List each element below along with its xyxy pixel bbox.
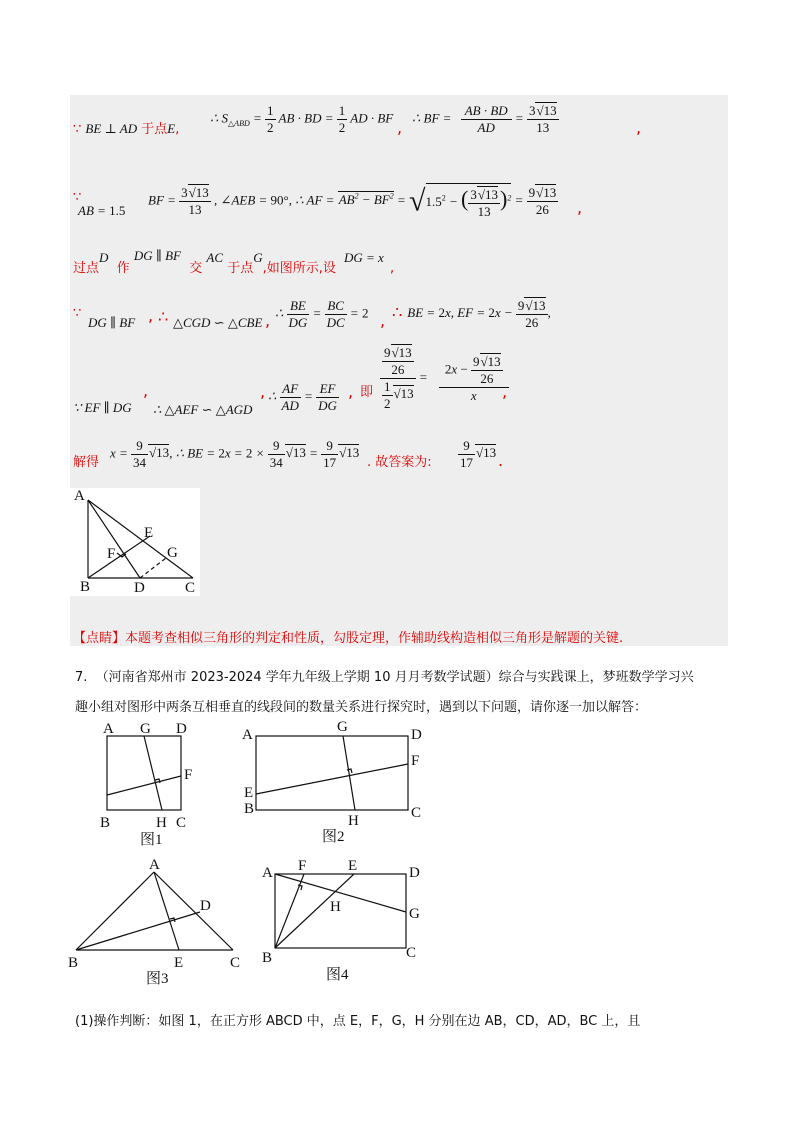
svg-text:D: D [409,865,420,881]
caption-fig2: 图2 [322,829,345,845]
line4-be-ef: ∴ BE = 2x, EF = 2x − $\frac{9√13}{26}$ , [392,298,551,330]
answer-label: . 故答案为: [367,455,432,470]
svg-text:D: D [200,898,211,914]
label-C: C [185,580,196,596]
label-D: D [134,580,145,596]
svg-text:C: C [176,815,187,831]
svg-text:A: A [242,727,253,743]
svg-text:F: F [184,767,193,783]
svg-text:A: A [262,865,273,881]
svg-text:H: H [330,899,341,915]
svg-text:B: B [262,950,273,966]
problem7-line2: 趣小组对图形中两条互相垂直的线段间的数量关系进行探究时，遇到以下问题，请你逐一加以解答： [75,700,648,715]
label-B: B [80,579,91,595]
line5-equation: $\frac{9√13}{26}$ $\frac{1}{2}$ √13 = 2x − $\frac{9√13}{26}$ x [380,345,509,412]
line2-ab: AB = 1.5 [78,203,126,218]
line4-ratio: ∴ $\frac{BE}{DG}$ = $\frac{BC}{DC}$ = 2 [275,298,369,330]
svg-text:H: H [156,815,167,831]
svg-text:D: D [411,727,422,743]
line1-area-formula: ∴ $S_{\triangle ABD}$ = $\frac{1}{2}$ AB · BD = $\frac{1}{2}$ AD · BF [210,103,394,135]
svg-text:G: G [409,906,420,922]
svg-text:A: A [149,857,160,873]
svg-text:E: E [244,785,254,801]
caption-fig4: 图4 [326,967,349,983]
svg-text:D: D [176,721,187,737]
label-G: G [167,545,178,561]
review-note: 【点睛】本题考查相似三角形的判定和性质，勾股定理，作辅助线构造相似三角形是解题的关键. [73,631,624,646]
label-A: A [74,488,85,504]
svg-text:E: E [174,955,184,971]
svg-text:B: B [100,815,111,831]
line5-ratio: ∴ $\frac{AF}{AD}$ = $\frac{EF}{DG}$ [268,381,337,413]
svg-text:G: G [337,719,348,735]
problem7-part1: (1)操作判断：如图 1，在正方形 ABCD 中，点 E，F，G，H 分别在边 AB，CD，AD，BC 上，且 [75,1014,641,1029]
answer-value: $\frac{9}{17}$ √13 [460,438,497,470]
line1-bf-formula: ∴ BF = $\frac{AB \cdot BD}{AD}$ = $\frac{3√13}{13}$ [412,103,557,135]
label-F: F [107,546,116,562]
solution-panel: ∵ BE ⊥ AD 于点E, ∴ $S_{\triangle ABD}$ = $\frac{1}{2}$ AB · BD = $\frac{1}{2}$ AD · BF , ∴ BF = $\frac{AB \cdot BD}{AD}$ = $\frac{3√13}{13}$ , ∵ AB = 1.5 BF = $\frac{3√13}{13}$ , ∠AEB = 90°, ∴ AF = $AB^2 - BF^2 = √1.5^2$ − ( $\frac{3√13}{13}$ )$^2$ = $\frac{9√13}{26}$ , 过点D 作 DG ∥ BF 交 AC 于点G,如图所示,设 DG = x , ∵ DG ∥ BF , ∴ △CGD ∽ △CBE , ∴ $\frac{BE}{DG}$ = $\frac{BC}{DC}$ = 2 , ∴ BE = 2x, EF = 2x − $\frac{9√13}{26}$ , ∵ EF ∥ DG , ∴ △AEF ∽ △AGD , ∴ $\frac{AF}{AD}$ = $\frac{EF}{DG}$ , 即 $\frac{9√13}{26}$ $\frac{1}{2}$ √13 = 2x − $\frac{9√13}{26}$ x , 解得 x = $\frac{9}{34}$ √13, ∴ BE = 2x = 2 × $\frac{9}{34}$ √13 = $\frac{9}{17}$ √13 . 故答案为: $\frac{9}{17}$ √13 . A B C D E F G 【点睛】本题考查相似三角形的判定和性质，勾股定理，作辅助线构造相似三角形是解题的关键. [70,95,728,646]
svg-text:E: E [348,858,358,874]
caption-fig3: 图3 [146,971,169,987]
line6-expr: x = $\frac{9}{34}$ √13, ∴ BE = 2x = 2 × $\frac{9}{34}$ √13 = $\frac{9}{17}$ √13 [110,438,360,470]
svg-text:G: G [140,721,151,737]
figure-2 [240,717,430,852]
svg-text:F: F [298,858,307,874]
solution-triangle-figure [70,488,200,596]
svg-text:B: B [244,801,255,817]
figure-4 [260,855,430,990]
svg-text:C: C [230,955,241,971]
line1-because: ∵ BE ⊥ AD 于点E, [73,121,180,137]
svg-text:F: F [411,753,420,769]
svg-text:A: A [103,721,114,737]
figure-1 [92,717,202,852]
svg-text:C: C [411,805,422,821]
label-E: E [144,525,154,541]
svg-text:C: C [406,945,417,961]
line3-construction: 过点D 作 DG ∥ BF 交 AC 于点G,如图所示,设 DG = x , [73,248,395,276]
problem7-line1: 7. （河南省郑州市 2023-2024 学年九年级上学期 10 月月考数学试题）综合与实践课上，梦班数学学习兴 [75,670,694,685]
figure-3 [66,855,256,990]
svg-text:B: B [68,955,79,971]
caption-fig1: 图1 [140,832,163,848]
svg-text:H: H [348,813,359,829]
line6-solve: 解得 [73,455,100,470]
line2-formula: BF = $\frac{3√13}{13}$ , ∠AEB = 90°, ∴ AF = $AB^2 - BF^2 = √1.5^2$ − ( $\frac{3√13}{13}$ )$^2$ = $\frac{9√13}{26}$ [148,184,557,219]
